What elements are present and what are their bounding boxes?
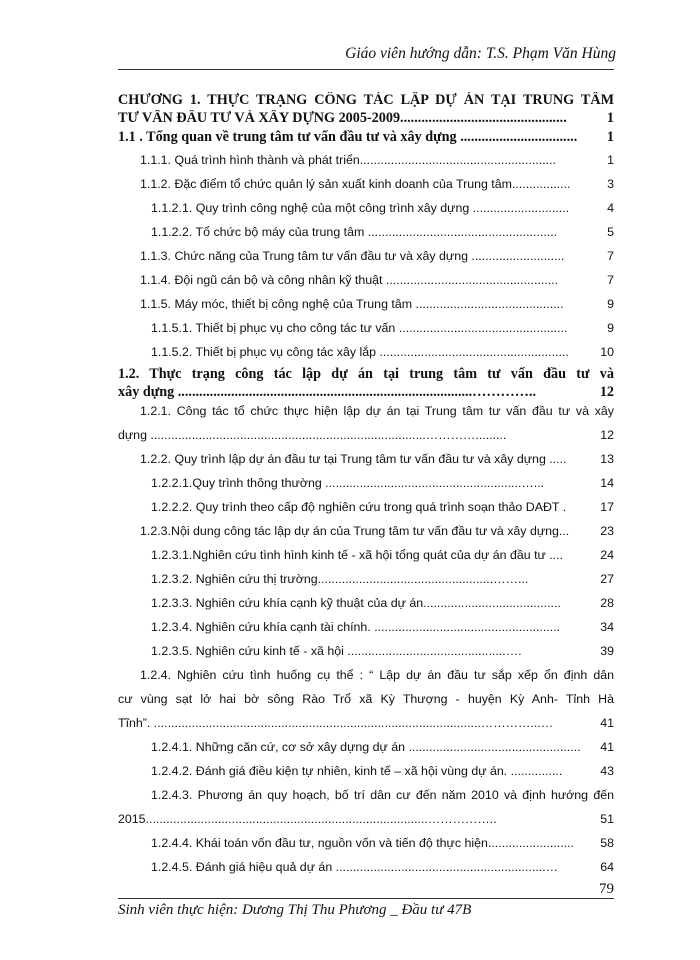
toc-entry-1-2-2-1[interactable]: [118, 476, 614, 490]
toc-chapter-line2: TƯ VẤN ĐẦU TƯ VÀ XÂY DỰNG 2005-2009...............................................: [118, 110, 567, 126]
toc-entry-1-2[interactable]: [118, 384, 614, 401]
toc-entry-1-2-3[interactable]: [118, 524, 614, 538]
toc-page-number: 41: [600, 740, 614, 754]
toc-page-number: 7: [607, 273, 614, 287]
toc-entry-title: 1.2.2.1.Quy trình thông thường .........................................................…...: [151, 476, 545, 490]
toc-entry-1-2-3-2[interactable]: [118, 572, 614, 586]
toc-page-number: 9: [607, 321, 614, 335]
toc-entry-title: dựng ................................................................................………….........: [118, 428, 507, 442]
toc-entry-title: 1.2.4.1. Những căn cứ, cơ sở xây dựng dự án ..................................................: [151, 740, 581, 754]
header-divider: [118, 69, 614, 70]
toc-entry-1-1-3[interactable]: [118, 249, 614, 263]
toc-page-number: 64: [600, 860, 614, 874]
toc-entry-title: 1.1.2.1. Quy trình công nghệ của một công trình xây dựng ............................: [151, 201, 570, 215]
toc-page-number: 1: [606, 129, 614, 145]
toc-entry-1-2-4-1[interactable]: [118, 740, 614, 754]
supervisor-line: Giáo viên hướng dẫn: T.S. Phạm Văn Hùng: [345, 45, 616, 62]
toc-entry-title: 1.1.5. Máy móc, thiết bị công nghệ của Trung tâm ...........................................: [140, 297, 564, 311]
toc-entry-title: 1.1.5.2. Thiết bị phục vụ công tác xây lắp .......................................................: [151, 345, 569, 359]
toc-entry-1-2-3-4[interactable]: [118, 620, 614, 634]
toc-entry-title: 1.2.4.5. Đánh giá hiệu quả dự án .............................................................…: [151, 860, 559, 874]
toc-entry-1-2-4-3-line1: 1.2.4.3. Phương án quy hoạch, bố trí dân cư đến năm 2010 và định hướng đến: [151, 788, 614, 802]
toc-entry-1-1-2-2[interactable]: [118, 225, 614, 239]
toc-entry-1-2-4-4[interactable]: [118, 836, 614, 850]
toc-page-number: 12: [600, 428, 614, 442]
toc-page-number: 13: [600, 452, 614, 466]
toc-page-number: 9: [607, 297, 614, 311]
toc-entry-1-2-3-3[interactable]: [118, 596, 614, 610]
toc-entry-title: 1.1.3. Chức năng của Trung tâm tư vấn đầu tư và xây dựng ...........................: [140, 249, 565, 263]
toc-entry-1-1-4[interactable]: [118, 273, 614, 287]
toc-entry-title: 1.2.3.2. Nghiên cứu thị trường...................................................……...: [151, 572, 529, 586]
toc-page-number: 10: [600, 345, 614, 359]
toc-entry-1-2-1-line1: 1.2.1. Công tác tổ chức thực hiện lập dự án tại Trung tâm tư vấn đầu tư và xây: [140, 404, 614, 418]
toc-page-number: 23: [600, 524, 614, 538]
student-line: Sinh viên thực hiện: Dương Thị Thu Phương _ Đầu tư 47B: [118, 902, 472, 918]
toc-page-number: 24: [600, 548, 614, 562]
toc-entry-1-2-line1: 1.2. Thực trạng công tác lập dự án tại trung tâm tư vấn đầu tư và: [118, 366, 614, 382]
toc-page-number: 34: [600, 620, 614, 634]
toc-entry-title: 1.2.3.3. Nghiên cứu khía cạnh kỹ thuật của dự án........................................: [151, 596, 561, 610]
toc-entry-1-2-4-2[interactable]: [118, 764, 614, 778]
toc-entry-1-1-2[interactable]: [118, 177, 614, 191]
page-header: [100, 45, 616, 63]
toc-page-number: 51: [600, 812, 614, 826]
toc-entry-1-1-5[interactable]: [118, 297, 614, 311]
page-footer: [118, 902, 471, 919]
toc-entry-1-2-1[interactable]: [118, 428, 614, 442]
toc-entry-title: 1.2.3.5. Nghiên cứu kinh tế - xã hội ..............................................….: [151, 644, 522, 658]
toc-chapter[interactable]: [118, 110, 614, 127]
toc-entry-title: 1.2.4.2. Đánh giá điều kiện tự nhiên, kinh tế – xã hội vùng dự án. ...............: [151, 764, 563, 778]
toc-entry-1-2-4-line2: cư vùng sạt lở hai bờ sông Rào Trổ xã Kỳ Thượng - huyện Kỳ Anh- Tỉnh Hà: [118, 692, 614, 706]
toc-page-number: 1: [607, 153, 614, 167]
toc-entry-title: 1.2.4.4. Khái toán vốn đầu tư, nguồn vốn và tiến độ thực hiện.........................: [151, 836, 574, 850]
toc-entry-title: 1.1 . Tổng quan về trung tâm tư vấn đầu tư và xây dựng .................................: [118, 129, 578, 145]
toc-page-number: 14: [600, 476, 614, 490]
toc-page-number: 7: [607, 249, 614, 263]
toc-page-number: 39: [600, 644, 614, 658]
toc-page-number: 27: [600, 572, 614, 586]
toc-entry-title: 1.1.1. Quá trình hình thành và phát triển.........................................................: [140, 153, 556, 167]
toc-chapter-line1: CHƯƠNG 1. THỰC TRẠNG CÔNG TÁC LẬP DỰ ÁN TẠI TRUNG TÂM: [118, 92, 614, 108]
toc-entry-1-2-3-5[interactable]: [118, 644, 614, 658]
toc-entry-1-2-4-line1: 1.2.4. Nghiên cứu tình huống cụ thể : “ Lập dự án đầu tư sắp xếp ổn định dân: [140, 668, 614, 682]
toc-entry-title: 1.1.2.2. Tổ chức bộ máy của trung tâm .......................................................: [151, 225, 558, 239]
toc-entry-title: 1.2.3.4. Nghiên cứu khía cạnh tài chính. ......................................................: [151, 620, 561, 634]
toc-entry-1-2-4-5[interactable]: [118, 860, 614, 874]
toc-page-number: 43: [600, 764, 614, 778]
toc-entry-title: 1.1.2. Đặc điểm tổ chức quản lý sản xuất kinh doanh của Trung tâm.................: [140, 177, 571, 191]
toc-entry-title: 1.2.2. Quy trình lập dự án đầu tư tại Trung tâm tư vấn đầu tư và xây dựng .....: [140, 452, 567, 466]
toc-page-number: 58: [600, 836, 614, 850]
toc-entry-1-1-5-1[interactable]: [118, 321, 614, 335]
toc-entry-title: 1.2.3.1.Nghiên cứu tình hình kinh tế - xã hội tổng quát của dự án đầu tư ....: [151, 548, 564, 562]
toc-page-number: 5: [607, 225, 614, 239]
toc-page-number: 12: [599, 384, 614, 400]
footer-divider: [118, 898, 614, 899]
toc-entry-title: Tĩnh”. ...............................................................................................…………...…: [118, 716, 554, 730]
toc-page-number: 1: [606, 110, 614, 126]
toc-entry-1-1-1[interactable]: [118, 153, 614, 167]
toc-entry-1-2-4-3[interactable]: [118, 812, 614, 826]
toc-entry-1-2-3-1[interactable]: [118, 548, 614, 562]
toc-page-number: 41: [600, 716, 614, 730]
toc-entry-title: 1.2.3.Nội dung công tác lập dự án của Trung tâm tư vấn đầu tư và xây dựng...: [140, 524, 570, 538]
toc-entry-title: 2015..................................................................................……………..: [118, 812, 497, 826]
toc-entry-title: 1.1.4. Đội ngũ cán bộ và công nhân kỹ thuật ..................................................: [140, 273, 559, 287]
toc-entry-title: 1.1.5.1. Thiết bị phục vụ cho công tác tư vấn .................................................: [151, 321, 568, 335]
toc-entry-title: 1.2.2.2. Quy trình theo cấp độ nghiên cứu trong quá trình soạn thảo DAĐT .: [151, 500, 567, 514]
toc-entry-1-2-2[interactable]: [118, 452, 614, 466]
toc-entry-1-1-5-2[interactable]: [118, 345, 614, 359]
toc-entry-title: xây dựng ...................................................................................…………..: [118, 384, 536, 400]
toc-page-number: 4: [607, 201, 614, 215]
toc-entry-1-2-4[interactable]: [118, 716, 614, 730]
toc-page-number: 17: [600, 500, 614, 514]
toc-entry-1-1-2-1[interactable]: [118, 201, 614, 215]
toc-page-number: 28: [600, 596, 614, 610]
toc-page-number: 3: [607, 177, 614, 191]
page-number: 79: [599, 881, 614, 897]
toc-entry-1-1[interactable]: [118, 129, 614, 146]
toc-entry-1-2-2-2[interactable]: [118, 500, 614, 514]
